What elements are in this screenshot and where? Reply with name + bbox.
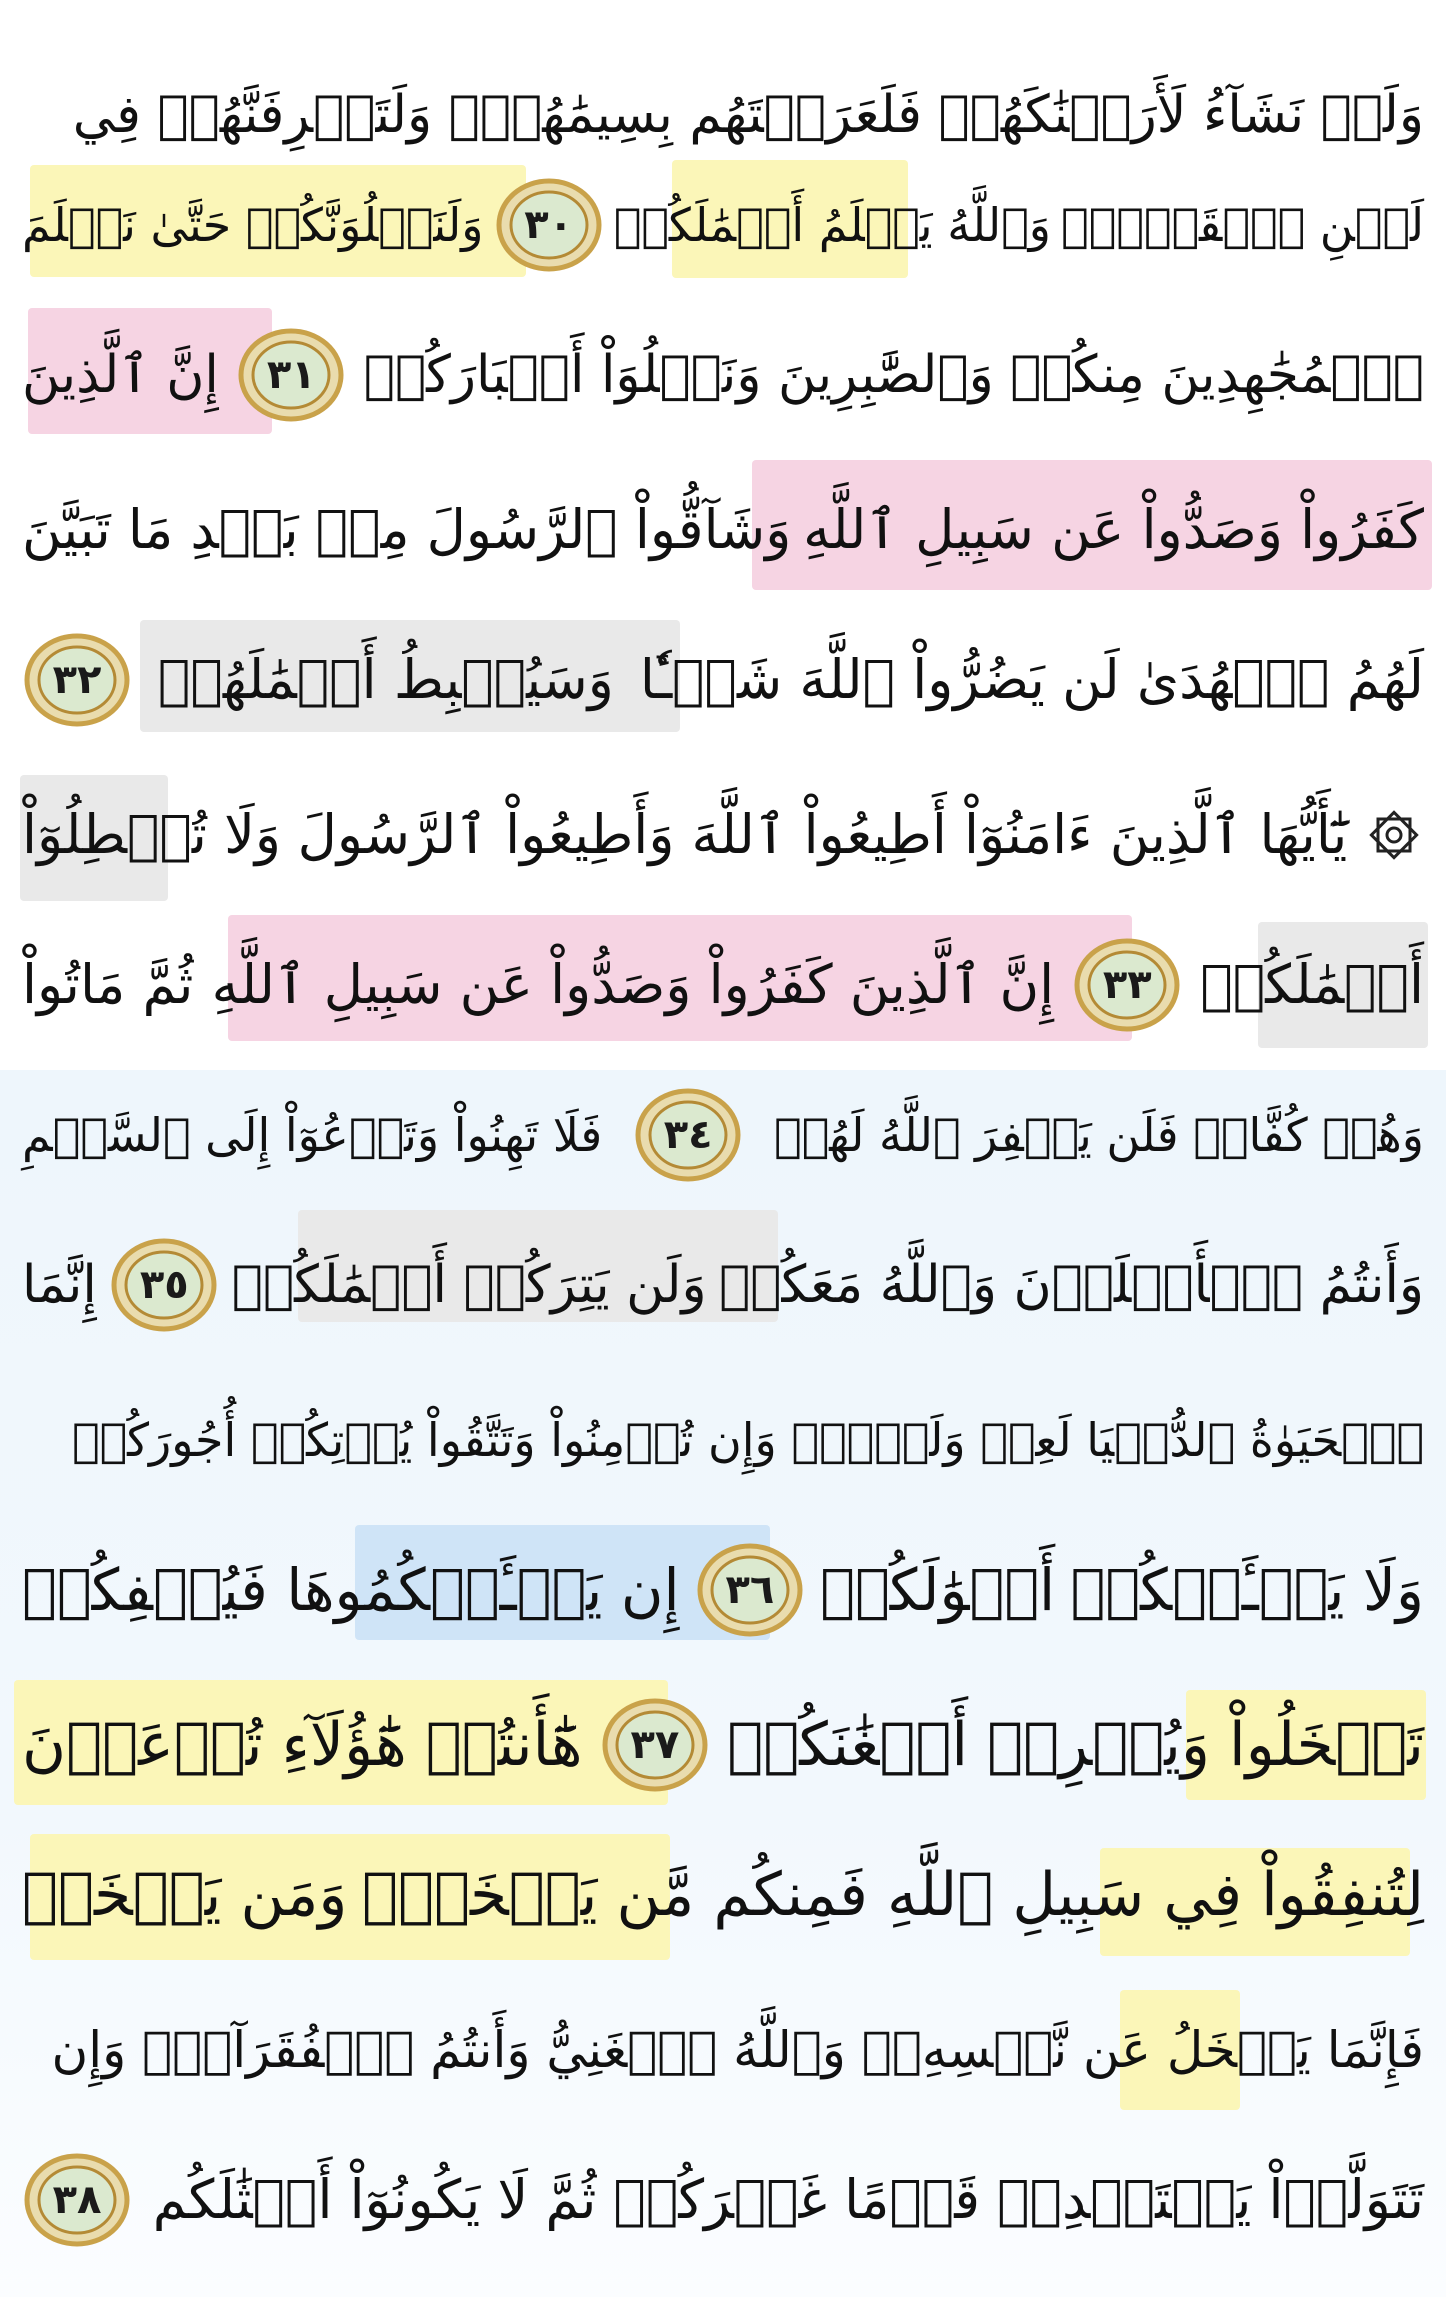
ayah-text: وَلَا تُبۡطِلُوٓاْ (22, 803, 281, 866)
ayah-number: ٣٥ (139, 1262, 189, 1308)
ayah-text: يَٰٓأَيُّهَا ٱلَّذِينَ ءَامَنُوٓاْ أَطِيعُواْ ٱللَّهَ وَأَطِيعُواْ ٱلرَّسُولَ (297, 803, 1348, 866)
ayah-text: وَلَا يَسۡـَٔلۡكُمۡ (1070, 1556, 1424, 1624)
ayah-number-marker (633, 1085, 743, 1185)
ayah-text: هَٰٓأَنتُمۡ هَٰٓؤُلَآءِ تُدۡعَوۡنَ (22, 1710, 583, 1780)
text-line (22, 455, 1424, 605)
ayah-text: وَسَيُحۡبِطُ أَعۡمَٰلَهُمۡ (158, 648, 614, 711)
ayah-text: وَلَوۡ نَشَآءُ لَأَرَيۡنَٰكَهُمۡ فَلَعَرَفۡتَهُم بِسِيمَٰهُمۡۚ وَلَتَعۡرِفَنَّهُمۡ فِي (72, 85, 1424, 145)
text-line (22, 1515, 1424, 1665)
ayah-number: ٣٣ (1102, 962, 1152, 1008)
ayah-number: ٣٦ (725, 1567, 775, 1613)
ayah-text: فَلَا تَهِنُواْ وَتَدۡعُوٓاْ إِلَى ٱلسَّلۡمِ (22, 1108, 603, 1162)
ayah-text: تَتَوَلَّوۡاْ يَسۡتَبۡدِلۡ قَوۡمًا غَيۡرَكُمۡ ثُمَّ لَا يَكُونُوٓاْ أَمۡثَٰلَكُم (152, 2168, 1424, 2231)
ayah-number-marker (22, 2150, 132, 2250)
ayah-text: إِن يَسۡـَٔلۡكُمُوهَا فَيُحۡفِكُمۡ (22, 1556, 680, 1624)
ayah-number: ٣٠ (524, 202, 574, 248)
ayah-text: وَٱللَّهُ يَعۡلَمُ أَعۡمَٰلَكُمۡ (613, 198, 1051, 252)
ayah-text: وَأَنتُمُ ٱلۡأَعۡلَوۡنَ وَٱللَّهُ مَعَكُمۡ (719, 1255, 1424, 1315)
text-line (22, 1210, 1424, 1360)
ayah-text: وَهُمۡ كُفَّارٞ فَلَن يَغۡفِرَ ٱللَّهُ لَهُمۡ (773, 1108, 1424, 1162)
ayah-text: وَلَنَبۡلُوَنَّكُمۡ حَتَّىٰ نَعۡلَمَ (22, 198, 484, 252)
text-line (22, 1365, 1424, 1515)
ayah-text: أَعۡمَٰلَكُمۡ (1200, 953, 1424, 1016)
ayah-text: لَحۡنِ ٱلۡقَوۡلِۚ (1061, 198, 1424, 252)
ayah-text: ٱلۡمُجَٰهِدِينَ مِنكُمۡ وَٱلصَّٰبِرِينَ وَنَبۡلُوَاْ أَخۡبَارَكُمۡ (363, 345, 1424, 405)
ayah-number: ٣٨ (52, 2177, 102, 2223)
ayah-number: ٣١ (266, 352, 316, 398)
text-line (22, 2125, 1424, 2275)
text-line (22, 910, 1424, 1060)
ayah-text: لَهُمُ ٱلۡهُدَىٰ لَن يَضُرُّواْ ٱللَّهَ شَيۡـٔٗا (639, 648, 1424, 711)
ayah-text: كَفَرُواْ وَصَدُّواْ عَن سَبِيلِ ٱللَّهِ (803, 498, 1424, 561)
text-line (22, 1670, 1424, 1820)
ayah-number-marker (236, 325, 346, 425)
text-line (22, 300, 1424, 450)
ayah-text: إِنَّمَا (22, 1255, 97, 1315)
ayah-text: ٱلۡحَيَوٰةُ ٱلدُّنۡيَا لَعِبٞ وَلَهۡوٞۚ وَإِن تُؤۡمِنُواْ وَتَتَّقُواْ يُؤۡتِكُمۡ أُجُورَكُمۡ (71, 1413, 1424, 1467)
ayah-text: وَمَن يَبۡخَلۡ (22, 1860, 348, 1930)
ayah-number: ٣٢ (52, 657, 102, 703)
ayah-number-marker (22, 630, 132, 730)
ayah-text: تَبۡخَلُواْ وَيُخۡرِجۡ أَضۡغَٰنَكُمۡ (727, 1710, 1424, 1780)
ayah-number-marker (1072, 935, 1182, 1035)
text-line (22, 1060, 1424, 1210)
text-line (22, 605, 1424, 755)
text-line (22, 1820, 1424, 1970)
ayah-number-marker (494, 175, 604, 275)
ayah-text: ثُمَّ مَاتُواْ (22, 953, 194, 1016)
ayah-text: إِنَّ ٱلَّذِينَ (22, 345, 219, 405)
ayah-number: ٣٤ (663, 1112, 713, 1158)
text-line (22, 760, 1424, 910)
ayah-text: فَإِنَّمَا يَبۡخَلُ عَن نَّفۡسِهِۦۚ وَٱللَّهُ ٱلۡغَنِيُّ وَأَنتُمُ ٱلۡفُقَرَآءُۚ وَإِن (51, 2021, 1424, 2079)
ayah-number-marker (109, 1235, 219, 1335)
text-line (22, 150, 1424, 300)
ayah-number-marker (600, 1695, 710, 1795)
ayah-text: لِتُنفِقُواْ فِي سَبِيلِ ٱللَّهِ فَمِنكُم مَّن يَبۡخَلُۖ (361, 1860, 1424, 1930)
ayah-text: أَمۡوَٰلَكُمۡ (820, 1556, 1056, 1624)
ayah-text: وَشَآقُّواْ ٱلرَّسُولَ مِنۢ بَعۡدِ مَا تَبَيَّنَ (22, 498, 792, 561)
ayah-text: وَلَن يَتِرَكُمۡ أَعۡمَٰلَكُمۡ (231, 1255, 707, 1315)
ayah-number: ٣٧ (630, 1722, 680, 1768)
hizb-star-icon (1364, 805, 1424, 865)
ayah-number-marker (695, 1540, 805, 1640)
ayah-text: إِنَّ ٱلَّذِينَ كَفَرُواْ وَصَدُّواْ عَن سَبِيلِ ٱللَّهِ (211, 953, 1055, 1016)
text-line (22, 1975, 1424, 2125)
